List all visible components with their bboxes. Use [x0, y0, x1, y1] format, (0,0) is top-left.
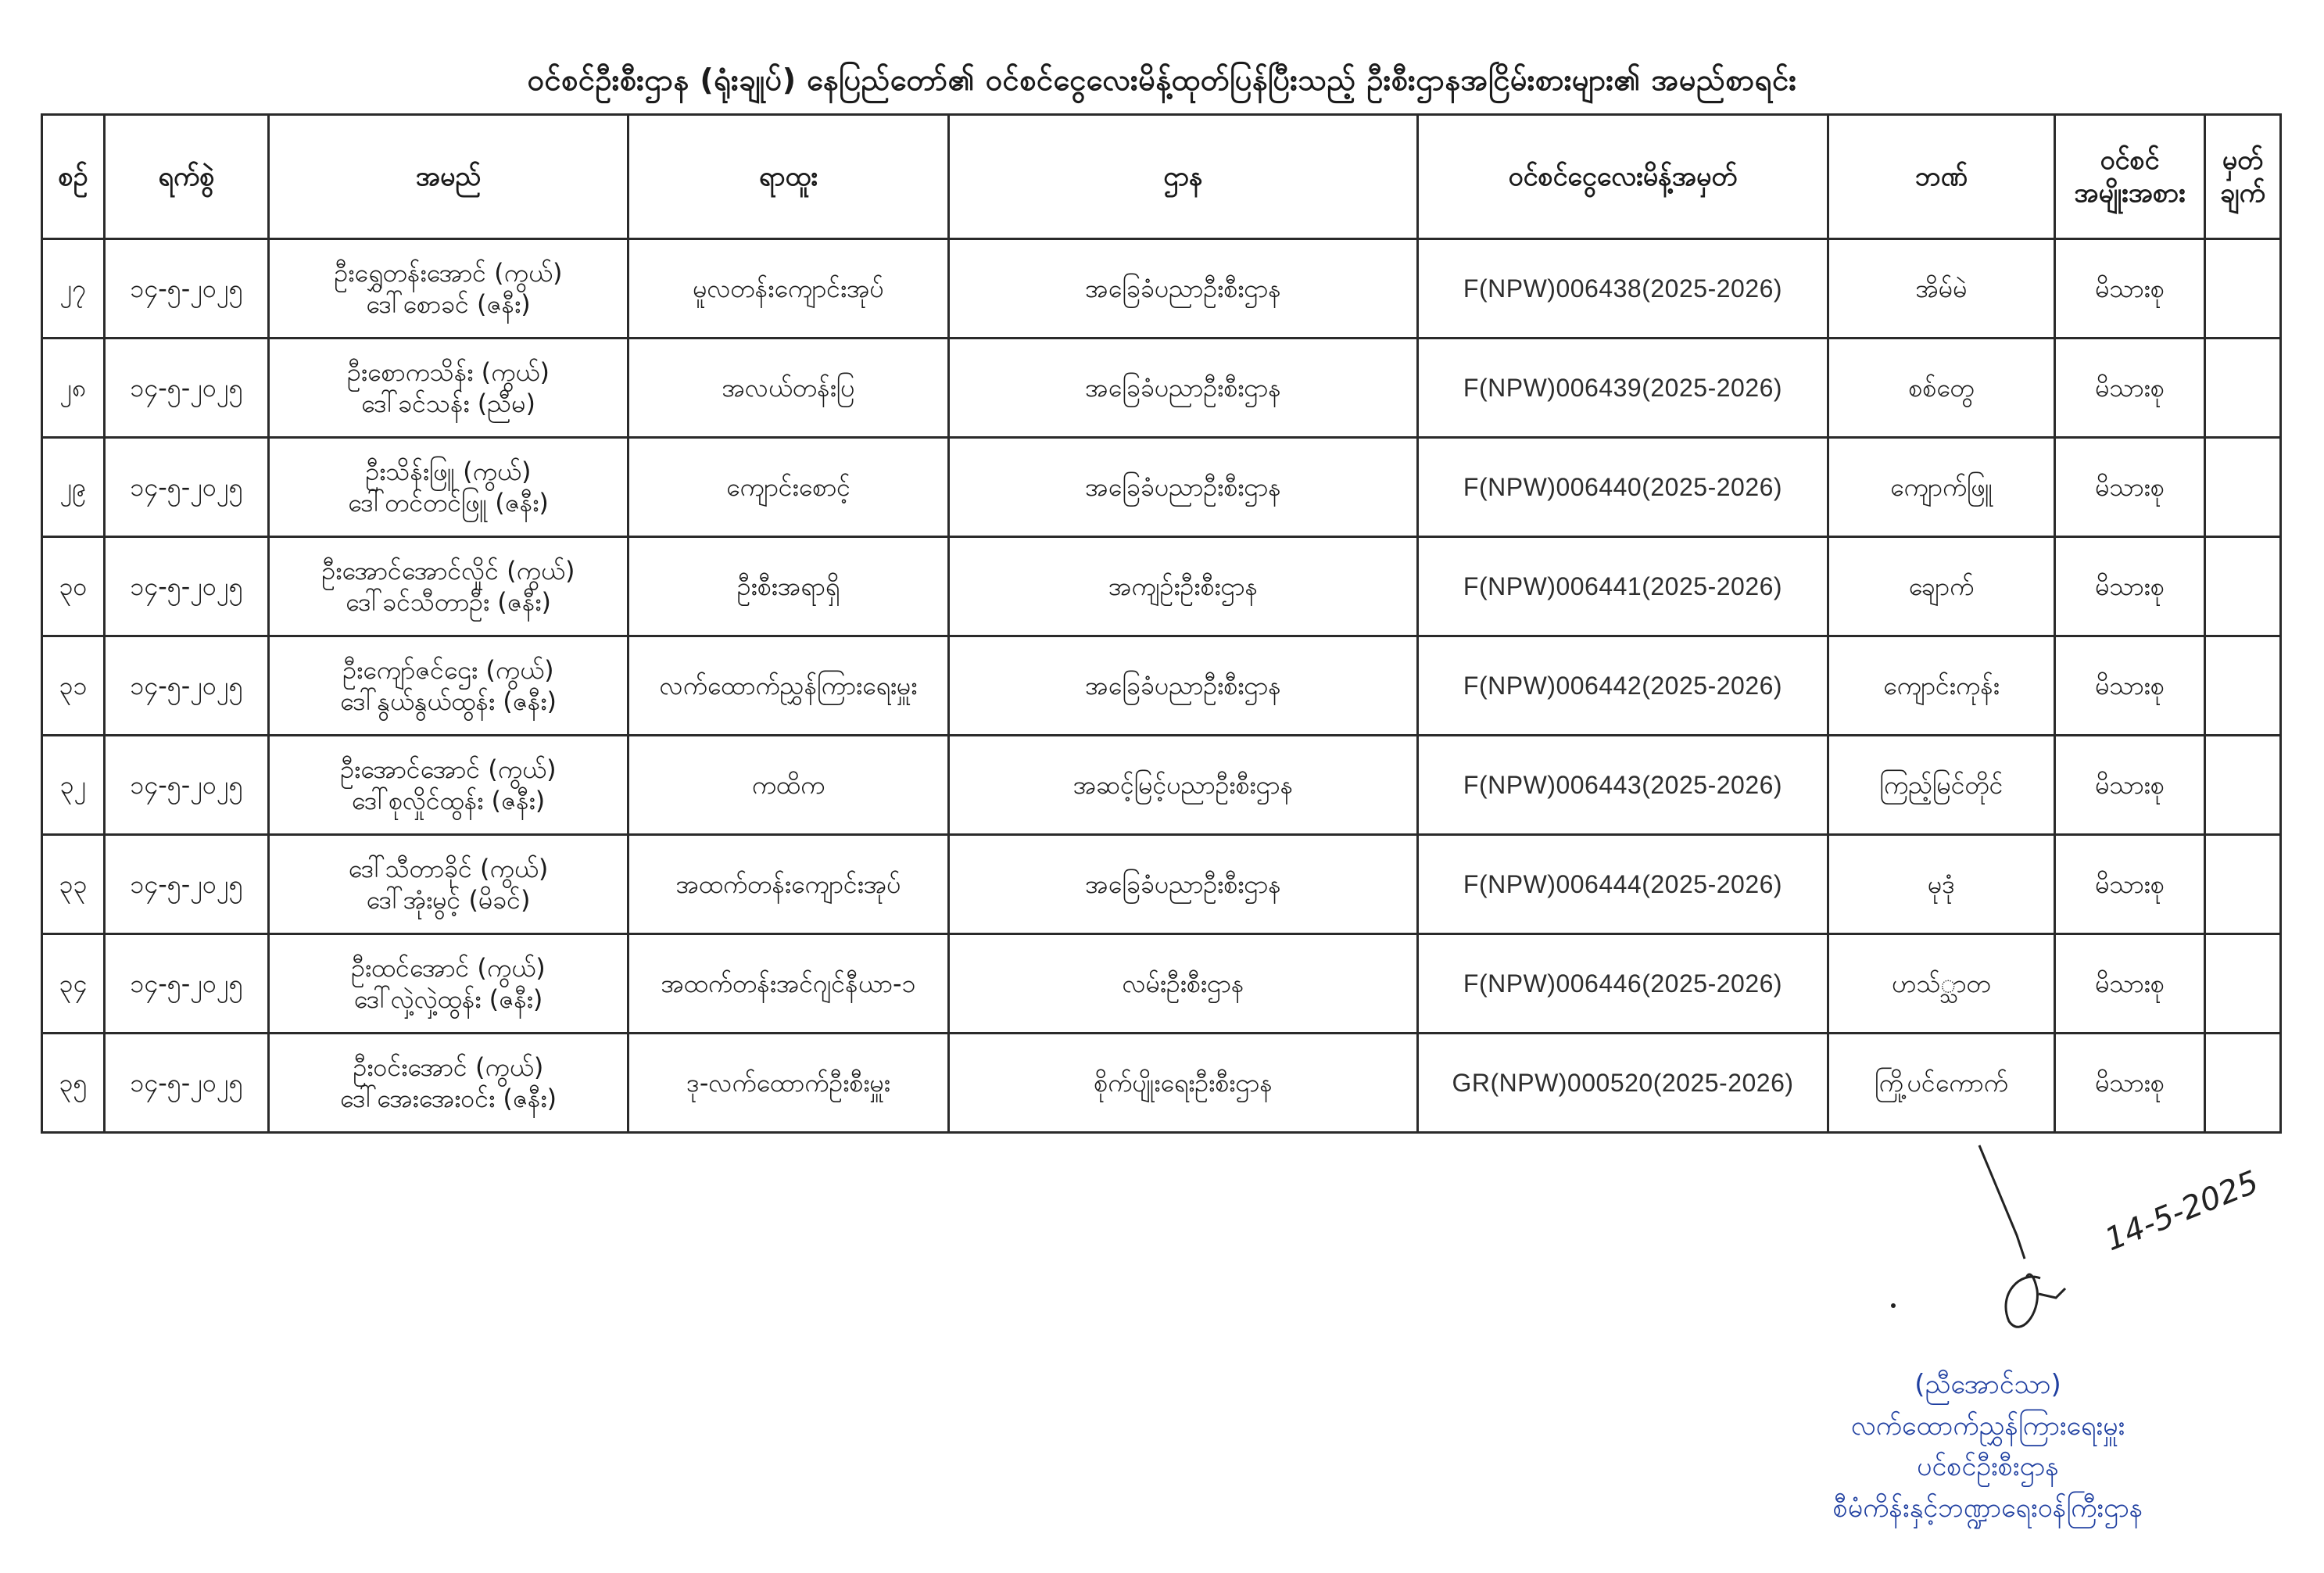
- row-remark-cell: [2205, 438, 2281, 537]
- table-row: [42, 537, 2281, 636]
- row-position-cell: မူလတန်းကျောင်းအုပ်: [628, 239, 949, 339]
- row-date-cell: ၁၄-၅-၂၀၂၅: [105, 934, 269, 1034]
- row-remark-cell: [2205, 934, 2281, 1034]
- row-license-cell: F(NPW)006446(2025-2026): [1418, 934, 1828, 1034]
- recipient-name: ဒေါ်နွယ်နွယ်ထွန်း (ဇနီး): [340, 686, 557, 716]
- row-department-cell: လမ်းဦးစီးဌာန: [949, 934, 1418, 1034]
- row-type-cell: မိသားစု: [2055, 239, 2205, 339]
- deceased-name: ဦးစောကသိန်း (ကွယ်): [347, 357, 550, 387]
- table-header-row: [42, 115, 2281, 239]
- recipient-name: ဒေါ်ခင်သီတာဦး (ဇနီး): [346, 587, 551, 617]
- row-license-cell: F(NPW)006441(2025-2026): [1418, 537, 1828, 636]
- row-department-cell: စိုက်ပျိုးရေးဦးစီးဌာန: [949, 1034, 1418, 1133]
- row-type-cell: မိသားစု: [2055, 636, 2205, 736]
- row-date-cell: ၁၄-၅-၂၀၂၅: [105, 438, 269, 537]
- header-date: ရက်စွဲ: [105, 115, 269, 239]
- deceased-name: ဒေါ်သီတာခိုင် (ကွယ်): [348, 854, 549, 883]
- row-license-cell: F(NPW)006444(2025-2026): [1418, 835, 1828, 934]
- row-remark-cell: [2205, 537, 2281, 636]
- row-position-cell: အလယ်တန်းပြ: [628, 339, 949, 438]
- recipient-name: ဒေါ်အေးအေးဝင်း (ဇနီး): [339, 1084, 557, 1113]
- row-position-cell: ဒု-လက်ထောက်ဦးစီးမှူး: [628, 1034, 949, 1133]
- row-department-cell: အခြေခံပညာဦးစီးဌာန: [949, 339, 1418, 438]
- row-no-cell: ၃၁: [42, 636, 105, 736]
- row-date-cell: ၁၄-၅-၂၀၂၅: [105, 736, 269, 835]
- row-bank-cell: မုဒုံ: [1828, 835, 2055, 934]
- row-bank-cell: ဟသ်္သာတ: [1828, 934, 2055, 1034]
- recipient-name: ဒေါ်လှဲ့လှဲ့ထွန်း (ဇနီး): [353, 984, 543, 1014]
- header-remark-line1: မှတ်: [2222, 144, 2264, 176]
- row-bank-cell: စစ်တွေ: [1828, 339, 2055, 438]
- header-name: အမည်: [269, 115, 628, 239]
- header-type-line2: အမျိုးအစား: [2074, 177, 2186, 209]
- header-type-line1: ဝင်စင်: [2100, 144, 2160, 176]
- row-name-cell: [269, 339, 628, 438]
- row-bank-cell: ချောက်: [1828, 537, 2055, 636]
- deceased-name: ဦးကျော်ဇင်ဌေး (ကွယ်): [342, 655, 554, 685]
- header-remark-line2: ချက်: [2220, 177, 2265, 209]
- row-date-cell: ၁၄-၅-၂၀၂၅: [105, 239, 269, 339]
- row-position-cell: ကျောင်းစောင့်: [628, 438, 949, 537]
- row-date-cell: ၁၄-၅-၂၀၂၅: [105, 339, 269, 438]
- row-name-cell: [269, 736, 628, 835]
- row-no-cell: ၃၀: [42, 537, 105, 636]
- row-type-cell: မိသားစု: [2055, 438, 2205, 537]
- table-row: [42, 835, 2281, 934]
- header-license: ဝင်စင်ငွေလေးမိန့်အမှတ်: [1418, 115, 1828, 239]
- row-license-cell: F(NPW)006442(2025-2026): [1418, 636, 1828, 736]
- table-body: [42, 239, 2281, 1133]
- pension-table: [41, 113, 2282, 1134]
- table-row: [42, 438, 2281, 537]
- table-row: [42, 1034, 2281, 1133]
- row-name-cell: [269, 239, 628, 339]
- row-bank-cell: အိမ်မဲ: [1828, 239, 2055, 339]
- row-department-cell: အခြေခံပညာဦးစီးဌာန: [949, 438, 1418, 537]
- row-no-cell: ၃၅: [42, 1034, 105, 1133]
- row-position-cell: အထက်တန်းအင်ဂျင်နီယာ-၁: [628, 934, 949, 1034]
- row-position-cell: ဦးစီးအရာရှိ: [628, 537, 949, 636]
- row-bank-cell: ကြို့ပင်ကောက်: [1828, 1034, 2055, 1133]
- row-name-cell: [269, 537, 628, 636]
- row-name-cell: [269, 438, 628, 537]
- row-department-cell: အဆင့်မြင့်ပညာဦးစီးဌာန: [949, 736, 1418, 835]
- signature-date: 14-5-2025: [2100, 1164, 2264, 1259]
- deceased-name: ဦးအောင်အောင်လှိုင် (ကွယ်): [321, 556, 575, 586]
- page-title: ဝင်စင်ဦးစီးဌာန (ရုံးချုပ်) နေပြည်တော်၏ ဝင်စင်ငွေလေးမိန့်ထုတ်ပြန်ပြီးသည့် ဦးစီးဌာနအငြိမ်းစားများ၏ အမည်စာရင်း: [527, 63, 1797, 97]
- signature-mark: [1860, 1134, 2267, 1337]
- row-remark-cell: [2205, 835, 2281, 934]
- row-bank-cell: ကျောက်ဖြူ: [1828, 438, 2055, 537]
- row-type-cell: မိသားစု: [2055, 339, 2205, 438]
- row-remark-cell: [2205, 239, 2281, 339]
- header-position: ရာထူး: [628, 115, 949, 239]
- row-position-cell: လက်ထောက်ညွှန်ကြားရေးမှူး: [628, 636, 949, 736]
- row-no-cell: ၂၈: [42, 339, 105, 438]
- row-bank-cell: ကြည့်မြင်တိုင်: [1828, 736, 2055, 835]
- row-department-cell: အကျဉ်းဦးစီးဌာန: [949, 537, 1418, 636]
- header-department: ဌာန: [949, 115, 1418, 239]
- row-remark-cell: [2205, 1034, 2281, 1133]
- row-position-cell: ကထိက: [628, 736, 949, 835]
- header-remark: [2205, 115, 2281, 239]
- row-name-cell: [269, 1034, 628, 1133]
- table-row: [42, 339, 2281, 438]
- stamp-officer-name: (ညီအောင်သာ): [1914, 1369, 2061, 1400]
- table-row: [42, 239, 2281, 339]
- row-position-cell: အထက်တန်းကျောင်းအုပ်: [628, 835, 949, 934]
- row-date-cell: ၁၄-၅-၂၀၂၅: [105, 537, 269, 636]
- row-type-cell: မိသားစု: [2055, 736, 2205, 835]
- header-type: [2055, 115, 2205, 239]
- row-name-cell: [269, 636, 628, 736]
- row-bank-cell: ကျောင်းကုန်း: [1828, 636, 2055, 736]
- row-department-cell: အခြေခံပညာဦးစီးဌာန: [949, 835, 1418, 934]
- recipient-name: ဒေါ်စောခင် (ဇနီး): [366, 289, 531, 319]
- recipient-name: ဒေါ်စုလှိုင်ထွန်း (ဇနီး): [351, 786, 546, 815]
- row-license-cell: F(NPW)006440(2025-2026): [1418, 438, 1828, 537]
- recipient-name: ဒေါ်တင်တင်ဖြူ (ဇနီး): [348, 488, 549, 518]
- table-row: [42, 736, 2281, 835]
- row-department-cell: အခြေခံပညာဦးစီးဌာန: [949, 239, 1418, 339]
- table-row: [42, 934, 2281, 1034]
- recipient-name: ဒေါ်ခင်သန်း (ညီမ): [361, 389, 535, 418]
- row-department-cell: အခြေခံပညာဦးစီးဌာန: [949, 636, 1418, 736]
- row-remark-cell: [2205, 736, 2281, 835]
- table-row: [42, 636, 2281, 736]
- row-no-cell: ၂၉: [42, 438, 105, 537]
- row-remark-cell: [2205, 339, 2281, 438]
- row-type-cell: မိသားစု: [2055, 1034, 2205, 1133]
- deceased-name: ဦးရွှေတန်းအောင် (ကွယ်): [334, 258, 563, 288]
- row-no-cell: ၃၃: [42, 835, 105, 934]
- deceased-name: ဦးထင်အောင် (ကွယ်): [351, 953, 546, 983]
- row-name-cell: [269, 835, 628, 934]
- row-type-cell: မိသားစု: [2055, 537, 2205, 636]
- row-name-cell: [269, 934, 628, 1034]
- stamp-ministry: စီမံကိန်းနှင့်ဘဏ္ဍာရေးဝန်ကြီးဌာန: [1832, 1492, 2143, 1525]
- row-date-cell: ၁၄-၅-၂၀၂၅: [105, 1034, 269, 1133]
- row-type-cell: မိသားစု: [2055, 835, 2205, 934]
- row-no-cell: ၂၇: [42, 239, 105, 339]
- recipient-name: ဒေါ်အုံးမွင့် (မိခင်): [366, 885, 531, 915]
- header-no: စဉ်: [42, 115, 105, 239]
- row-date-cell: ၁၄-၅-၂၀၂၅: [105, 835, 269, 934]
- deceased-name: ဦးအောင်အောင် (ကွယ်): [340, 754, 557, 784]
- stamp-department: ပင်စင်ဦးစီးဌာန: [1917, 1451, 2059, 1483]
- deceased-name: ဦးဝင်းအောင် (ကွယ်): [353, 1052, 544, 1082]
- row-type-cell: မိသားစု: [2055, 934, 2205, 1034]
- row-license-cell: GR(NPW)000520(2025-2026): [1418, 1034, 1828, 1133]
- row-license-cell: F(NPW)006439(2025-2026): [1418, 339, 1828, 438]
- header-bank: ဘဏ်: [1828, 115, 2055, 239]
- deceased-name: ဦးသိန်းဖြူ (ကွယ်): [365, 457, 532, 486]
- row-no-cell: ၃၂: [42, 736, 105, 835]
- row-no-cell: ၃၄: [42, 934, 105, 1034]
- row-date-cell: ၁၄-၅-၂၀၂၅: [105, 636, 269, 736]
- official-stamp: [1769, 1364, 2207, 1529]
- row-license-cell: F(NPW)006443(2025-2026): [1418, 736, 1828, 835]
- stamp-officer-title: လက်ထောက်ညွှန်ကြားရေးမှူး: [1850, 1410, 2125, 1442]
- row-remark-cell: [2205, 636, 2281, 736]
- row-license-cell: F(NPW)006438(2025-2026): [1418, 239, 1828, 339]
